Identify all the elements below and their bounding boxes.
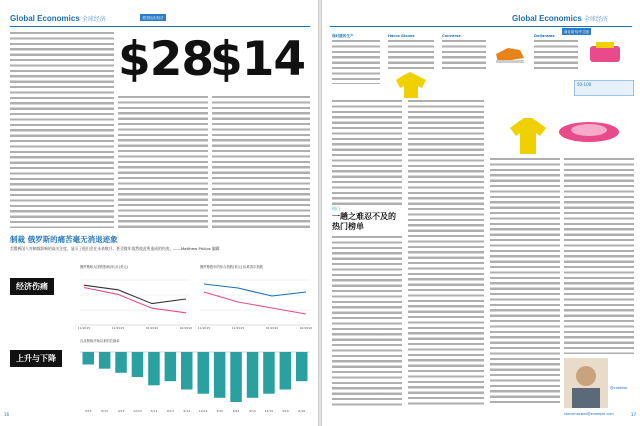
bar xyxy=(165,352,177,381)
accessory-image xyxy=(554,112,624,152)
chart3-title: 自从制裁开始以来的兑换率 xyxy=(80,339,120,343)
series-line-1 xyxy=(204,292,306,314)
section-header xyxy=(10,14,106,23)
footer-email: stevemaxwell@example.com xyxy=(564,412,614,416)
series-line-0 xyxy=(84,288,186,313)
bar xyxy=(115,352,127,373)
x-tick-label: 12/2015 xyxy=(231,326,245,330)
x-tick-label: 6/16 xyxy=(298,409,306,413)
dollarama-image xyxy=(586,40,626,66)
x-tick-label: 12/15 xyxy=(264,409,274,413)
bar xyxy=(148,352,160,385)
price-28: $28 xyxy=(118,32,214,87)
topic-tag: 美国经济/经济 xyxy=(142,16,164,20)
x-tick-label: 3/13 xyxy=(84,409,92,413)
x-tick-label: 11/2015 xyxy=(77,326,91,330)
mid-headline-tag: 热门 xyxy=(332,206,340,211)
topic-tag-right: 商业周刊/中文版 xyxy=(564,30,589,34)
x-tick-label: 01/2016 xyxy=(265,326,279,330)
feature-subhead: 制裁 俄罗斯的痛苦毫无消退迹象 xyxy=(10,235,118,244)
col-header-4: Dollarama xyxy=(534,34,555,38)
section-title-cn: 全球经济 xyxy=(81,17,106,23)
page-number-right: 17 xyxy=(630,412,636,417)
x-tick-label: 02/2016 xyxy=(299,326,313,330)
converse-image xyxy=(492,40,526,66)
right-page xyxy=(322,0,640,426)
portrait-image xyxy=(564,358,608,408)
bar xyxy=(230,352,242,402)
right-col-1b xyxy=(332,236,402,406)
bar xyxy=(214,352,226,398)
col-text-1 xyxy=(332,40,380,84)
bar xyxy=(198,352,210,394)
price-callout-text: 50-100 xyxy=(577,82,592,87)
x-tick-label: 12/13 xyxy=(133,409,142,413)
bar xyxy=(83,352,95,365)
right-col-1 xyxy=(332,100,402,208)
bar xyxy=(247,352,258,398)
x-tick-label: 12/14 xyxy=(198,409,208,413)
x-tick-label: 9/13 xyxy=(117,409,125,413)
chart2-title: 俄罗斯股市的综合指数(美元) 标准普尔指数 xyxy=(200,265,263,269)
x-tick-label: 01/2016 xyxy=(145,326,159,330)
section-title: Global Economics xyxy=(10,14,80,23)
col-text-4 xyxy=(534,40,578,70)
body-column-3 xyxy=(212,96,310,228)
price-14: $14 xyxy=(210,32,306,87)
page-number-left: 16 xyxy=(4,412,10,417)
col-text-3 xyxy=(442,40,486,70)
chart3 xyxy=(80,346,310,416)
x-tick-label: 12/2015 xyxy=(111,326,125,330)
x-tick-label: 9/15 xyxy=(249,409,256,413)
col-text-2 xyxy=(388,40,434,70)
left-page xyxy=(0,0,318,426)
bar xyxy=(296,352,308,381)
col-header-3: Converse xyxy=(442,34,461,38)
x-tick-label: 3/14 xyxy=(150,409,158,413)
body-column-1 xyxy=(10,32,114,228)
x-tick-label: 6/15 xyxy=(232,409,240,413)
label-economy: 经济伤痛 xyxy=(10,278,54,295)
bar xyxy=(280,352,292,390)
x-tick-label: 3/16 xyxy=(282,409,289,413)
gloves-image xyxy=(396,72,430,98)
section-header-right xyxy=(512,14,608,23)
label-updown: 上升与下降 xyxy=(10,350,62,367)
col-header-1: 保时捷的生产 xyxy=(332,34,354,38)
x-tick-label: 3/15 xyxy=(216,409,223,413)
bar xyxy=(99,352,111,369)
chart1 xyxy=(77,270,193,330)
x-tick-label: 6/14 xyxy=(167,409,174,413)
section-title-cn-right: 全球经济 xyxy=(583,17,608,23)
footer-handle: @creditor xyxy=(610,386,628,390)
bar xyxy=(132,352,144,377)
chart1-title: 俄罗斯和大国的影响(年)月(美元) xyxy=(80,265,129,269)
section-title-right: Global Economics xyxy=(512,14,582,23)
header-rule-right xyxy=(330,26,632,27)
x-tick-label: 11/2015 xyxy=(197,326,211,330)
x-tick-label: 6/13 xyxy=(101,409,108,413)
chart2 xyxy=(197,270,313,330)
price-callout xyxy=(574,80,634,96)
col-header-2: Harco Gloves xyxy=(388,34,415,38)
x-tick-label: 02/2016 xyxy=(179,326,193,330)
header-rule xyxy=(10,26,310,27)
series-line-0 xyxy=(204,284,306,296)
bar xyxy=(181,352,193,390)
x-tick-label: 9/14 xyxy=(183,409,191,413)
feature-deck: 美俄两国人对制裁影响的高关注度，显示了他们会在未来数月、甚至数年依然彼此所造成的伤害。——Matthew Philips 编辑 xyxy=(10,246,220,251)
bar xyxy=(263,352,275,394)
right-col-2 xyxy=(408,100,484,406)
tshirt-image xyxy=(508,118,548,154)
right-col-3 xyxy=(490,158,560,406)
mid-headline: 一趟之难忍不及的热门榜单 xyxy=(332,212,396,231)
body-column-2 xyxy=(118,96,208,228)
right-col-4 xyxy=(564,158,634,354)
